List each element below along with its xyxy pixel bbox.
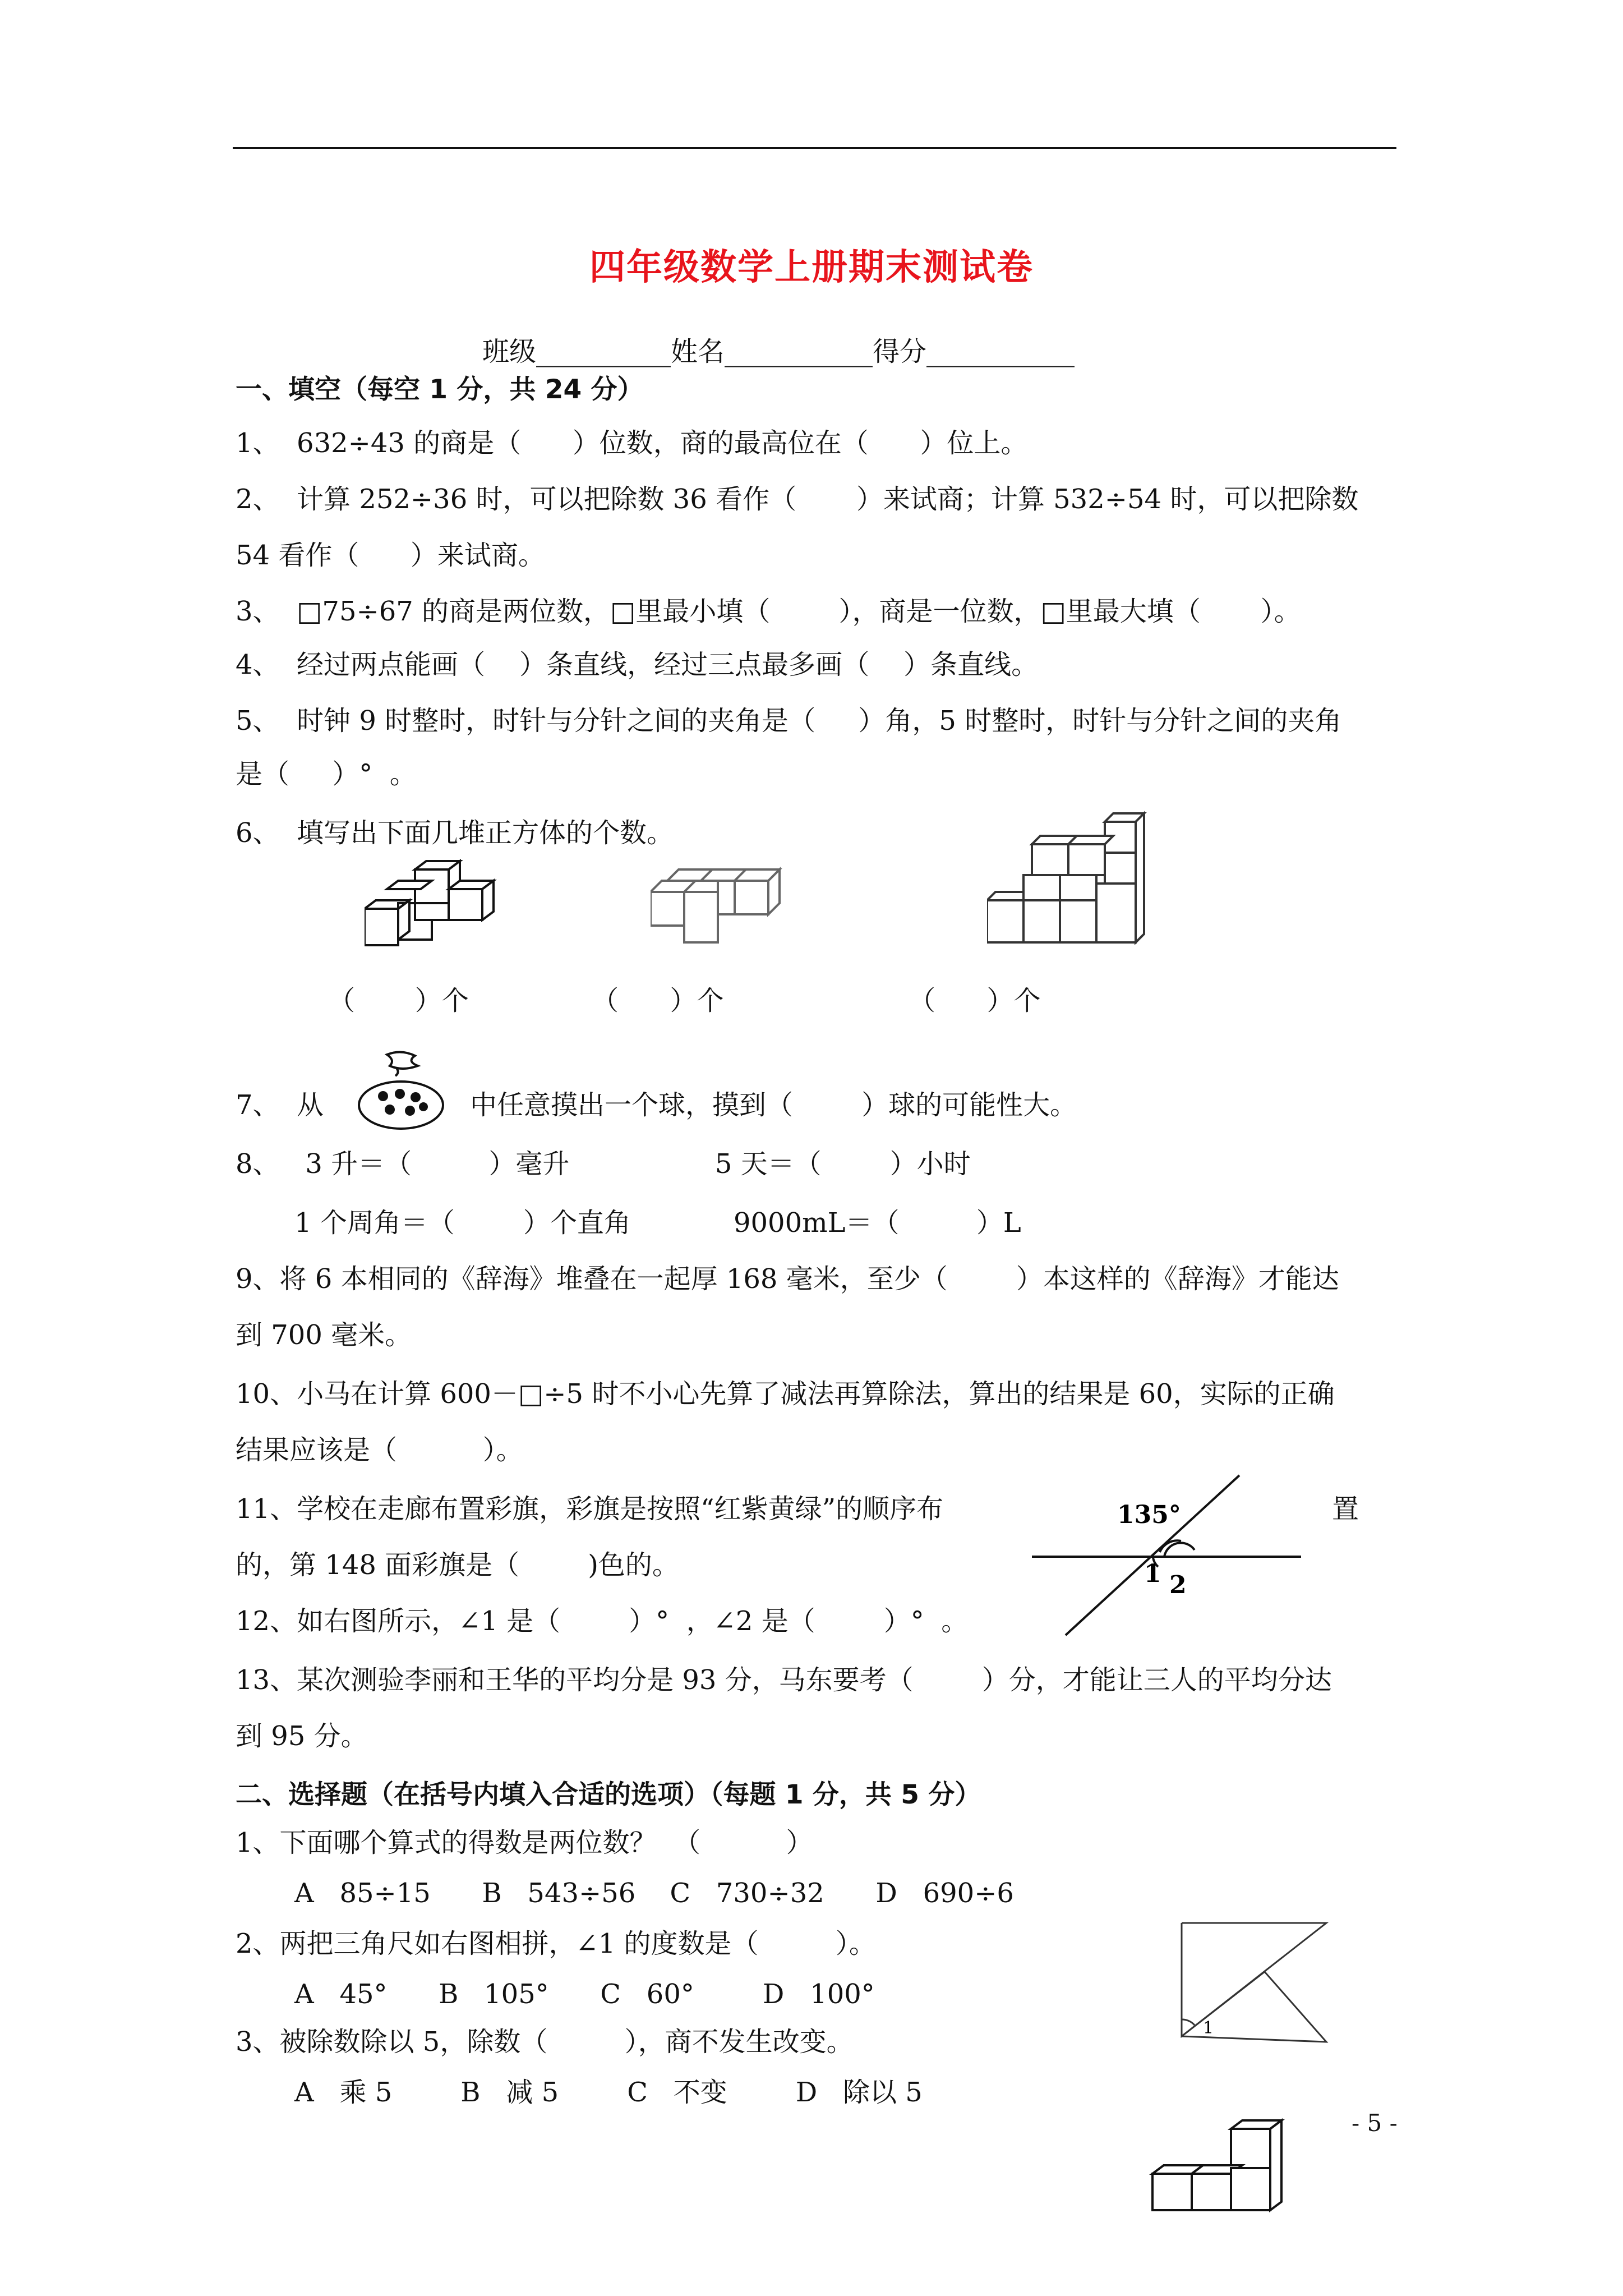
angle-2-label: 2 — [1169, 1571, 1187, 1599]
student-info: 班级__________姓名___________得分___________ — [482, 336, 1075, 367]
angle-135-label: 135° — [1117, 1501, 1181, 1529]
intersecting-lines-angle-figure — [1026, 1467, 1307, 1641]
cube-stack-2-figure — [651, 858, 791, 948]
choice-question-2-options: A 45° B 105° C 60° D 100° — [294, 1978, 875, 2010]
triangle-rulers-figure — [1175, 1918, 1343, 2053]
angle-1-label: 1 — [1144, 1559, 1161, 1588]
page-number: - 5 - — [1352, 2109, 1398, 2137]
question-7-part-1: 7、 从 — [236, 1089, 324, 1121]
page-title: 四年级数学上册期末测试卷 — [589, 247, 1034, 288]
ball-bag-icon — [356, 1049, 446, 1130]
angle-1-label: 1 — [1203, 2018, 1214, 2038]
question-13-line-1: 13、某次测验李丽和王华的平均分是 93 分，马东要考（ ）分，才能让三人的平均分达 — [236, 1664, 1332, 1696]
question-2-line-1: 2、 计算 252÷36 时，可以把除数 36 看作（ ）来试商；计算 532÷54 时，可以把除数 — [236, 484, 1359, 515]
question-5-line-2: 是（ ）° 。 — [236, 758, 417, 790]
cube-stack-1-figure — [365, 858, 505, 954]
cube-stack-3-figure — [987, 811, 1150, 951]
cube-row-figure — [1147, 2118, 1287, 2230]
choice-question-1-options: A 85÷15 B 543÷56 C 730÷32 D 690÷6 — [294, 1878, 1014, 1909]
question-2-line-2: 54 看作（ ）来试商。 — [236, 540, 545, 571]
cube-count-1-answer: （ ）个 — [328, 985, 469, 1016]
choice-question-2: 2、两把三角尺如右图相拼，∠1 的度数是（ ）。 — [236, 1928, 876, 1959]
question-10-line-1: 10、小马在计算 600－□÷5 时不小心先算了减法再算除法，算出的结果是 60，实际的正确 — [236, 1378, 1335, 1410]
question-8-line-2: 1 个周角＝（ ）个直角 9000mL＝（ ）L — [294, 1207, 1021, 1239]
question-11-line-2: 的，第 148 面彩旗是（ )色的。 — [236, 1549, 679, 1581]
question-9-line-2: 到 700 毫米。 — [236, 1319, 412, 1351]
question-12: 12、如右图所示，∠1 是（ ）° ，∠2 是（ ）° 。 — [236, 1605, 969, 1637]
question-6: 6、 填写出下面几堆正方体的个数。 — [236, 817, 674, 849]
section-2-heading: 二、选择题（在括号内填入合适的选项）（每题 1 分，共 5 分） — [236, 1779, 981, 1810]
question-9-line-1: 9、将 6 本相同的《辞海》堆叠在一起厚 168 毫米，至少（ ）本这样的《辞海》才能达 — [236, 1263, 1339, 1295]
choice-question-3: 3、被除数除以 5，除数（ ），商不发生改变。 — [236, 2026, 854, 2058]
question-5-line-1: 5、 时钟 9 时整时，时针与分针之间的夹角是（ ）角，5 时整时，时针与分针之间的夹角 — [236, 705, 1342, 737]
section-1-heading: 一、填空（每空 1 分，共 24 分） — [236, 374, 644, 405]
question-1: 1、 632÷43 的商是（ ）位数，商的最高位在（ ）位上。 — [236, 427, 1028, 459]
question-4: 4、 经过两点能画（ ）条直线，经过三点最多画（ ）条直线。 — [236, 649, 1039, 680]
question-11-line-1-end: 置 — [1332, 1493, 1359, 1525]
cube-count-2-answer: （ ）个 — [592, 985, 724, 1016]
choice-question-1: 1、下面哪个算式的得数是两位数？ （ ） — [236, 1827, 813, 1858]
question-3: 3、 □75÷67 的商是两位数，□里最小填（ ），商是一位数，□里最大填（ ）。 — [236, 596, 1301, 627]
question-8-line-1: 8、 3 升＝（ ）毫升 5 天＝（ ）小时 — [236, 1148, 971, 1180]
question-11-line-1: 11、学校在走廊布置彩旗，彩旗是按照“红紫黄绿”的顺序布 — [236, 1493, 944, 1525]
question-7-part-2: 中任意摸出一个球，摸到（ ）球的可能性大。 — [470, 1089, 1077, 1121]
choice-question-3-options: A 乘 5 B 减 5 C 不变 D 除以 5 — [294, 2077, 923, 2108]
question-10-line-2: 结果应该是（ ）。 — [236, 1434, 523, 1466]
cube-count-3-answer: （ ）个 — [909, 985, 1041, 1016]
question-13-line-2: 到 95 分。 — [236, 1720, 368, 1752]
header-rule — [233, 147, 1396, 149]
